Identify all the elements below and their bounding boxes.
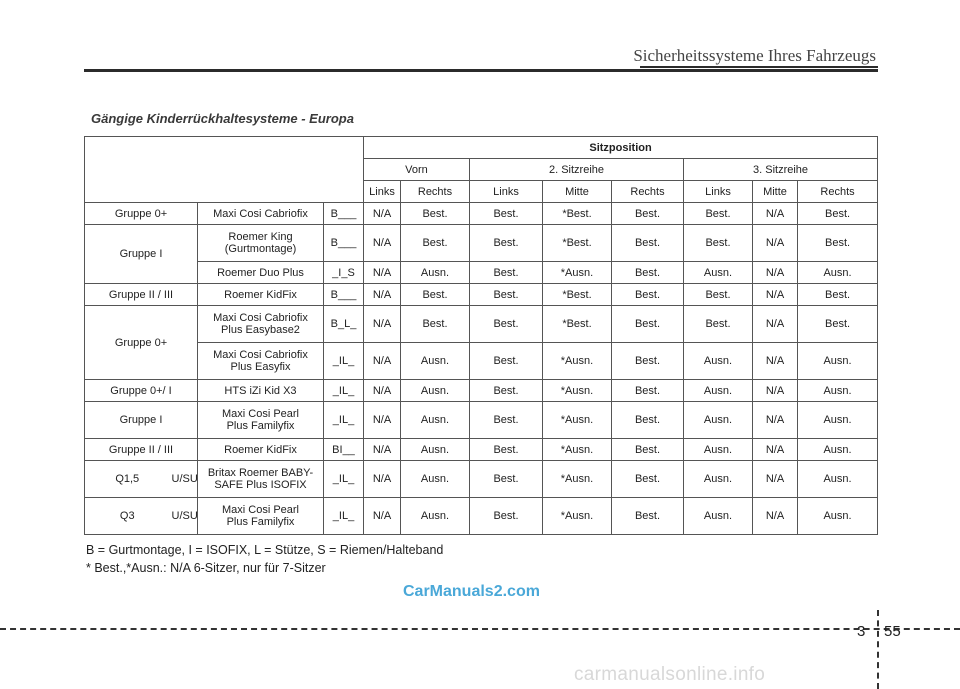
legend	[86, 541, 443, 577]
value-cell: Best.	[798, 284, 878, 306]
value-cell: Best.	[798, 225, 878, 262]
code-cell: B___	[324, 284, 364, 306]
value-cell: N/A	[753, 380, 798, 402]
value-cell: Ausn.	[684, 461, 753, 498]
value-cell: Best.	[612, 498, 684, 535]
model-cell: Roemer KidFix	[198, 284, 324, 306]
value-cell: Best.	[470, 203, 543, 225]
value-cell: N/A	[753, 306, 798, 343]
code-cell: B_L_	[324, 306, 364, 343]
header-seat: Rechts	[798, 181, 878, 203]
model-cell: Britax Roemer BABY- SAFE Plus ISOFIX	[198, 461, 324, 498]
value-cell: Best.	[470, 343, 543, 380]
value-cell: *Best.	[543, 306, 612, 343]
value-cell: N/A	[753, 402, 798, 439]
header-group-row2: 2. Sitzreihe	[470, 159, 684, 181]
watermark-link[interactable]: CarManuals2.com	[403, 583, 540, 600]
value-cell: Best.	[612, 380, 684, 402]
group-cell: Gruppe II / III	[85, 439, 198, 461]
model-cell: Maxi Cosi Cabriofix Plus Easybase2	[198, 306, 324, 343]
value-cell: *Best.	[543, 203, 612, 225]
table-row	[85, 498, 878, 535]
value-cell: N/A	[364, 306, 401, 343]
value-cell: Best.	[684, 306, 753, 343]
code-cell: B___	[324, 203, 364, 225]
value-cell: Ausn.	[401, 343, 470, 380]
table-row	[85, 284, 878, 306]
header-rule-accent	[640, 66, 878, 68]
value-cell: Ausn.	[684, 439, 753, 461]
value-cell: Best.	[684, 284, 753, 306]
code-cell: _IL_	[324, 380, 364, 402]
value-cell: Best.	[612, 461, 684, 498]
value-cell: Best.	[470, 439, 543, 461]
value-cell: Best.	[612, 284, 684, 306]
header-seat: Rechts	[612, 181, 684, 203]
value-cell: Best.	[612, 306, 684, 343]
value-cell: Best.	[612, 439, 684, 461]
code-cell: _IL_	[324, 343, 364, 380]
value-cell: Ausn.	[798, 343, 878, 380]
value-cell: N/A	[364, 461, 401, 498]
table-row	[85, 306, 878, 343]
value-cell: N/A	[364, 225, 401, 262]
page-number: 55	[884, 623, 901, 640]
value-cell: N/A	[364, 343, 401, 380]
table-row	[85, 380, 878, 402]
model-cell: Roemer Duo Plus	[198, 262, 324, 284]
value-cell: *Ausn.	[543, 461, 612, 498]
value-cell: Ausn.	[798, 461, 878, 498]
child-seat-table-body	[85, 137, 878, 535]
value-cell: N/A	[364, 203, 401, 225]
header-group-row3: 3. Sitzreihe	[684, 159, 878, 181]
value-cell: Ausn.	[684, 343, 753, 380]
value-cell: N/A	[753, 225, 798, 262]
value-cell: Best.	[612, 262, 684, 284]
group-cell: Q1,5	[85, 461, 170, 498]
value-cell: Best.	[470, 402, 543, 439]
value-cell: Ausn.	[684, 380, 753, 402]
footer-rule	[0, 628, 960, 630]
value-cell: Ausn.	[401, 439, 470, 461]
value-cell: Best.	[470, 380, 543, 402]
header-seat-position: Sitzposition	[364, 137, 878, 159]
value-cell: Best.	[798, 203, 878, 225]
header-seat: Links	[364, 181, 401, 203]
value-cell: Best.	[401, 306, 470, 343]
group-cell: Gruppe 0+	[85, 203, 198, 225]
value-cell: Ausn.	[684, 402, 753, 439]
value-cell: *Ausn.	[543, 343, 612, 380]
value-cell: Ausn.	[684, 262, 753, 284]
bottom-watermark: carmanualsonline.info	[574, 664, 766, 685]
value-cell: Ausn.	[798, 439, 878, 461]
value-cell: N/A	[364, 439, 401, 461]
chapter-number: 3	[857, 623, 866, 640]
code-cell: B___	[324, 225, 364, 262]
table-row	[85, 225, 878, 262]
group-cell: Gruppe I	[85, 225, 198, 284]
value-cell: Best.	[470, 306, 543, 343]
value-cell: N/A	[364, 380, 401, 402]
value-cell: N/A	[753, 262, 798, 284]
group-cell: Gruppe 0+/ I	[85, 380, 198, 402]
header-seat: Links	[470, 181, 543, 203]
value-cell: *Ausn.	[543, 402, 612, 439]
value-cell: Ausn.	[401, 262, 470, 284]
value-cell: N/A	[364, 262, 401, 284]
approval-cell: U/SU	[170, 461, 198, 498]
value-cell: Best.	[470, 225, 543, 262]
model-cell: Roemer KidFix	[198, 439, 324, 461]
child-seat-table	[84, 136, 878, 535]
page-header-title: Sicherheitssysteme Ihres Fahrzeugs	[633, 46, 876, 65]
table-corner-cell	[85, 137, 364, 203]
code-cell: _IL_	[324, 402, 364, 439]
header-seat: Rechts	[401, 181, 470, 203]
value-cell: Ausn.	[401, 402, 470, 439]
value-cell: Best.	[470, 284, 543, 306]
section-title: Gängige Kinderrückhaltesysteme - Europa	[91, 111, 354, 126]
header-seat: Mitte	[753, 181, 798, 203]
value-cell: Ausn.	[401, 461, 470, 498]
value-cell: N/A	[753, 498, 798, 535]
value-cell: Ausn.	[401, 498, 470, 535]
value-cell: Best.	[470, 262, 543, 284]
value-cell: N/A	[753, 284, 798, 306]
value-cell: Ausn.	[798, 380, 878, 402]
code-cell: _I_S	[324, 262, 364, 284]
code-cell: _IL_	[324, 498, 364, 535]
value-cell: N/A	[364, 402, 401, 439]
code-cell: BI__	[324, 439, 364, 461]
table-row	[85, 439, 878, 461]
table-row	[85, 461, 878, 498]
value-cell: Best.	[401, 284, 470, 306]
value-cell: *Ausn.	[543, 262, 612, 284]
value-cell: Best.	[401, 225, 470, 262]
model-cell: Maxi Cosi Pearl Plus Familyfix	[198, 402, 324, 439]
legend-line: * Best.,*Ausn.: N/A 6-Sitzer, nur für 7-Sitzer	[86, 561, 326, 575]
approval-cell: U/SU	[170, 498, 198, 535]
value-cell: Best.	[612, 343, 684, 380]
value-cell: Ausn.	[798, 498, 878, 535]
table-row	[85, 343, 878, 380]
value-cell: Best.	[798, 306, 878, 343]
value-cell: Ausn.	[684, 498, 753, 535]
group-cell: Gruppe II / III	[85, 284, 198, 306]
header-seat: Links	[684, 181, 753, 203]
value-cell: Best.	[684, 203, 753, 225]
legend-line: B = Gurtmontage, I = ISOFIX, L = Stütze, S = Riemen/Halteband	[86, 543, 444, 557]
value-cell: Ausn.	[401, 380, 470, 402]
header-seat: Mitte	[543, 181, 612, 203]
table-row	[85, 402, 878, 439]
value-cell: N/A	[753, 439, 798, 461]
group-cell: Gruppe I	[85, 402, 198, 439]
header-rule	[84, 69, 878, 72]
value-cell: N/A	[364, 498, 401, 535]
table-row	[85, 203, 878, 225]
model-cell: Roemer King (Gurtmontage)	[198, 225, 324, 262]
value-cell: *Ausn.	[543, 439, 612, 461]
value-cell: Best.	[612, 402, 684, 439]
value-cell: N/A	[753, 461, 798, 498]
value-cell: *Best.	[543, 284, 612, 306]
code-cell: _IL_	[324, 461, 364, 498]
model-cell: HTS iZi Kid X3	[198, 380, 324, 402]
value-cell: *Best.	[543, 225, 612, 262]
value-cell: Best.	[612, 203, 684, 225]
value-cell: N/A	[364, 284, 401, 306]
model-cell: Maxi Cosi Cabriofix Plus Easyfix	[198, 343, 324, 380]
value-cell: *Ausn.	[543, 380, 612, 402]
group-cell: Q3	[85, 498, 170, 535]
value-cell: Best.	[684, 225, 753, 262]
header-group-front: Vorn	[364, 159, 470, 181]
footer-divider	[877, 610, 879, 689]
value-cell: Best.	[470, 461, 543, 498]
table-row	[85, 262, 878, 284]
model-cell: Maxi Cosi Pearl Plus Familyfix	[198, 498, 324, 535]
value-cell: N/A	[753, 343, 798, 380]
value-cell: Ausn.	[798, 262, 878, 284]
value-cell: N/A	[753, 203, 798, 225]
group-cell: Gruppe 0+	[85, 306, 198, 380]
value-cell: *Ausn.	[543, 498, 612, 535]
value-cell: Best.	[401, 203, 470, 225]
value-cell: Best.	[612, 225, 684, 262]
model-cell: Maxi Cosi Cabriofix	[198, 203, 324, 225]
value-cell: Best.	[470, 498, 543, 535]
value-cell: Ausn.	[798, 402, 878, 439]
